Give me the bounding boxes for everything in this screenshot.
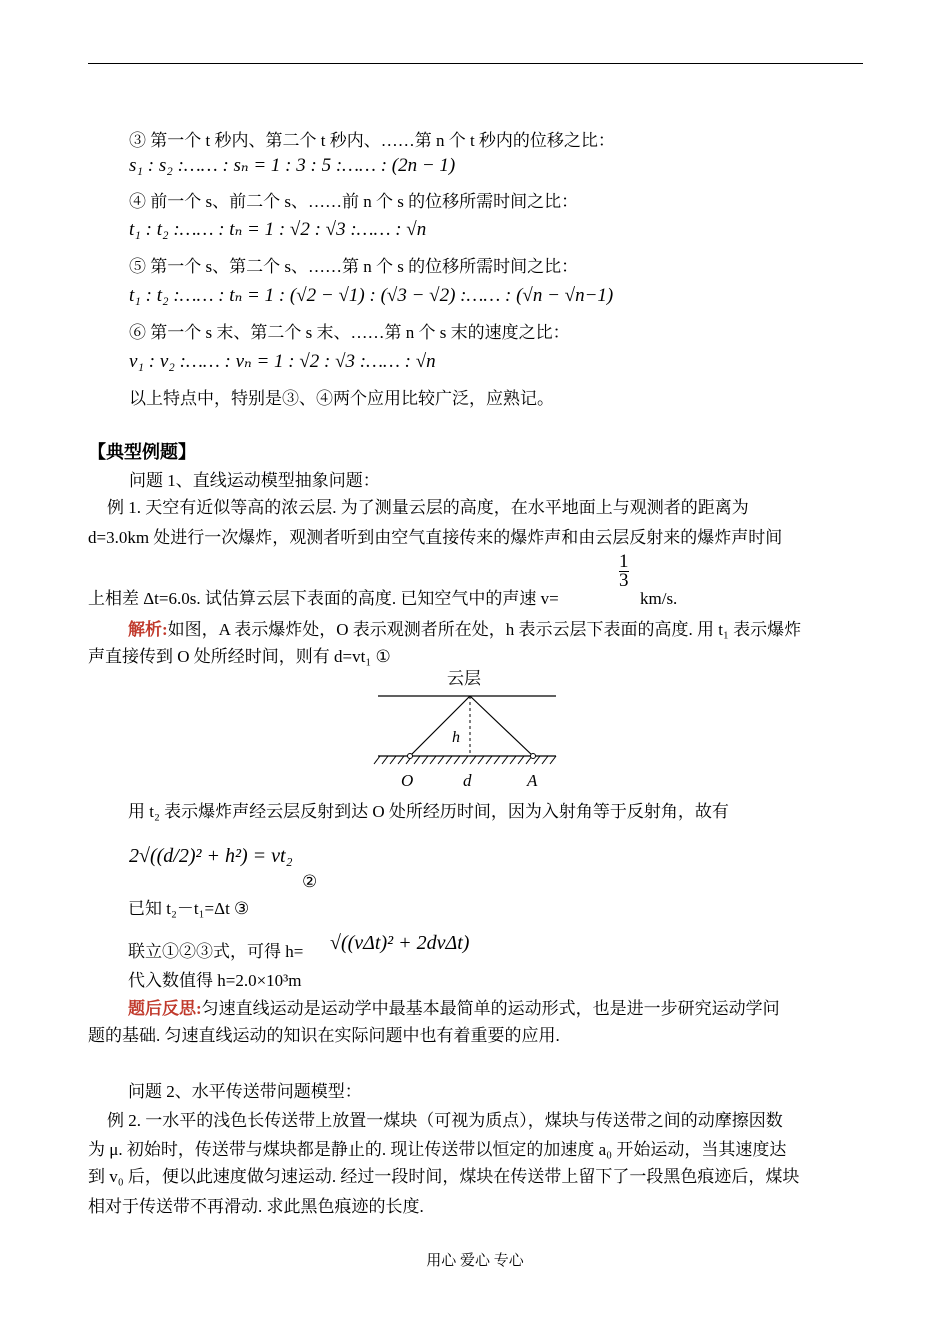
header-rule: [88, 63, 863, 64]
problem-2-title: 问题 2、水平传送带问题模型：: [128, 1082, 362, 1101]
a-label: A: [527, 771, 538, 790]
ground-hatching: [374, 756, 556, 764]
equation-4: t₁ : t₂ :…… : tₙ = 1 : √2 : √3 :…… : √n: [129, 219, 427, 240]
equation-3: s₁ : s₂ :…… : sₙ = 1 : 3 : 5 :…… : (2n − 1): [129, 155, 456, 176]
example-1-line-3: [88, 588, 559, 610]
equation-6: v₁ : v₂ :…… : vₙ = 1 : √2 : √3 :…… : √n: [129, 351, 436, 372]
example-2-line-1: 例 2. 一水平的浅色长传送带上放置一煤块（可视为质点），煤块与传送带之间的动摩擦因数: [107, 1111, 783, 1130]
o-label: O: [401, 771, 414, 790]
analysis-line-1: [128, 619, 801, 641]
point-o: [408, 754, 413, 759]
note-text: 以上特点中，特别是③、④两个应用比较广泛，应熟记。: [129, 389, 554, 408]
example-2-line-4: 相对于传送带不再滑动. 求此黑色痕迹的长度.: [88, 1197, 424, 1216]
analysis-text-1: 如图，A 表示爆炸处，O 表示观测者所在处，h 表示云层下表面的高度. 用 t₁ 表示爆炸: [167, 620, 802, 639]
problem-1-title: 问题 1、直线运动模型抽象问题：: [129, 471, 380, 490]
cloud-label: 云层: [447, 669, 481, 688]
reflection-line-2: 题的基础. 匀速直线运动的知识在实际问题中也有着重要的应用.: [88, 1026, 560, 1045]
analysis-label: 解析:: [128, 620, 168, 639]
list-item-4: ④ 前一个 s、前二个 s、……前 n 个 s 的位移所需时间之比：: [129, 192, 579, 211]
reflected-ray: [470, 696, 533, 756]
example-1-line-3-text: 上相差 Δt=6.0s. 试估算云层下表面的高度. 已知空气中的声速 v=: [88, 589, 559, 608]
example-1-line-2: d=3.0km 处进行一次爆炸，观测者听到由空气直接传来的爆炸声和由云层反射来的爆炸声时间: [88, 528, 783, 547]
point-a: [531, 754, 536, 759]
example-2-line-3: 到 v₀ 后，便以此速度做匀速运动. 经过一段时间，煤块在传送带上留下了一段黑色痕迹后，煤块: [88, 1167, 800, 1186]
reflection-label: 题后反思:: [128, 999, 202, 1018]
list-item-5: ⑤ 第一个 s、第二个 s、……第 n 个 s 的位移所需时间之比：: [129, 257, 579, 276]
incident-ray: [410, 696, 470, 756]
reflection-line-1: [128, 998, 780, 1020]
equation-2: 2√((d/2)² + h²) = vt₂: [129, 845, 293, 867]
equation-5: t₁ : t₂ :…… : tₙ = 1 : (√2 − √1) : (√3 − √2) :…… : (√n − √n−1): [129, 285, 614, 306]
speed-fraction: [619, 553, 629, 590]
reflection-text-1: 匀速直线运动是运动学中最基本最简单的运动形式，也是进一步研究运动学问: [201, 999, 780, 1018]
after-figure-text: 用 t₂ 表示爆炸声经云层反射到达 O 处所经历时间，因为入射角等于反射角，故有: [128, 802, 729, 821]
fraction-denominator: 3: [619, 570, 629, 591]
list-item-3: ③ 第一个 t 秒内、第二个 t 秒内、……第 n 个 t 秒内的位移之比：: [129, 131, 615, 150]
substitute-text: 代入数值得 h=2.0×10³m: [128, 971, 302, 990]
fraction-numerator: 1: [619, 551, 629, 572]
equation-2-mark: ②: [302, 872, 318, 891]
d-label: d: [463, 771, 472, 790]
combine-text: 联立①②③式，可得 h=: [128, 942, 304, 961]
cloud-diagram: [370, 668, 570, 793]
page-footer: 用心 爱心 专心: [426, 1253, 524, 1269]
speed-unit: km/s.: [640, 589, 678, 608]
list-item-6: ⑥ 第一个 s 末、第二个 s 末、……第 n 个 s 末的速度之比：: [129, 323, 570, 342]
analysis-line-2: 声直接传到 O 处所经时间，则有 d=vt₁ ①: [88, 647, 391, 666]
result-equation: √((vΔt)² + 2dvΔt): [330, 932, 470, 954]
example-1-line-1: 例 1. 天空有近似等高的浓云层. 为了测量云层的高度，在水平地面上与观测者的距离为: [107, 498, 749, 517]
h-label: h: [452, 729, 460, 746]
section-heading: 【典型例题】: [88, 442, 196, 462]
example-2-line-2: 为 μ. 初始时，传送带与煤块都是静止的. 现让传送带以恒定的加速度 a₀ 开始运动，当其速度达: [88, 1140, 787, 1159]
known-relation: 已知 t₂－t₁=Δt ③: [128, 899, 250, 918]
